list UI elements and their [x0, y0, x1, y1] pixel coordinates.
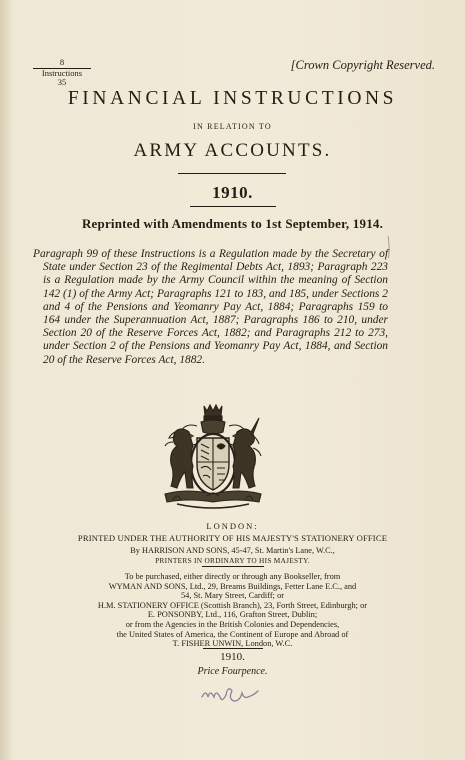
edition-year: 1910. [212, 183, 253, 202]
purchase-line: H.M. STATIONERY OFFICE (Scottish Branch), 23, Forth Street, Edinburgh; or [97, 600, 368, 610]
legal-paragraph: Paragraph 99 of these Instructions is a Regulation made by the Secretary of State under Section 23 of the Regimental Debts Act, 1893; Paragraph 223 is a Regulation made by the Army Council within the meaning of Section 142 (1) of the Army Act; Paragraphs 121 to 183, and 185, under Sections 2 and 4 of the Pensions and Yeomanry Pay Act, 1884; Paragraphs 159 to 164 under the Superannuation Act, 1887; Paragraphs 186 to 210, under Section 20 of the Reserve Forces Act, 1882; and Paragraphs 212 to 273, under Section 2 of the Pensions and Yeomanry Pay Act, 1884, and Section 20 of the Reserve Forces Act, 1882. [33, 248, 388, 366]
header-line [33, 57, 443, 87]
year-rule [190, 206, 276, 207]
imprint-printer: By HARRISON AND SONS, 45-47, St. Martin's Lane, W.C., [130, 546, 335, 555]
purchase-line: To be purchased, either directly or through any Bookseller, from [124, 572, 341, 581]
reference-number: 8 [33, 58, 91, 69]
purchase-line: 54, St. Mary Street, Cardiff; or [180, 591, 285, 601]
imprint-printer-role: PRINTERS IN ORDINARY TO HIS MAJESTY. [155, 556, 310, 565]
imprint-rule [202, 566, 264, 567]
purchase-line: T. FISHER UNWIN, London, W.C. [172, 639, 293, 649]
title-line-1: FINANCIAL INSTRUCTIONS [67, 88, 398, 109]
purchase-line: E. PONSONBY, Ltd., 116, Grafton Street, Dublin; [147, 610, 318, 620]
purchase-line: WYMAN AND SONS, Ltd., 29, Breams Buildings, Fetter Lane E.C., and [108, 581, 357, 591]
imprint-authority: PRINTED UNDER THE AUTHORITY OF HIS MAJESTY'S STATIONERY OFFICE [77, 533, 388, 543]
copyright-notice: [Crown Copyright Reserved. [290, 58, 435, 72]
reference-label: Instructions [41, 68, 83, 78]
reference-sub: 35 [57, 77, 67, 87]
title-line-2: IN RELATION TO [193, 122, 272, 131]
reference-mark [33, 58, 91, 87]
purchase-line: the United States of America, the Continent of Europe and Abroad of [116, 629, 349, 639]
footer-year: 1910. [220, 651, 245, 663]
handwritten-mark-icon [200, 683, 268, 705]
purchase-info [0, 572, 465, 649]
imprint-city: LONDON: [206, 521, 259, 531]
footer-rule [203, 648, 263, 649]
reprint-notice: Reprinted with Amendments to 1st September, 1914. [81, 216, 384, 231]
purchase-line: or from the Agencies in the British Colonies and Dependencies, [125, 619, 340, 629]
price-notice: Price Fourpence. [197, 666, 268, 677]
royal-coat-of-arms-icon [147, 402, 279, 514]
title-rule [178, 173, 286, 174]
title-line-3: ARMY ACCOUNTS. [133, 140, 332, 161]
